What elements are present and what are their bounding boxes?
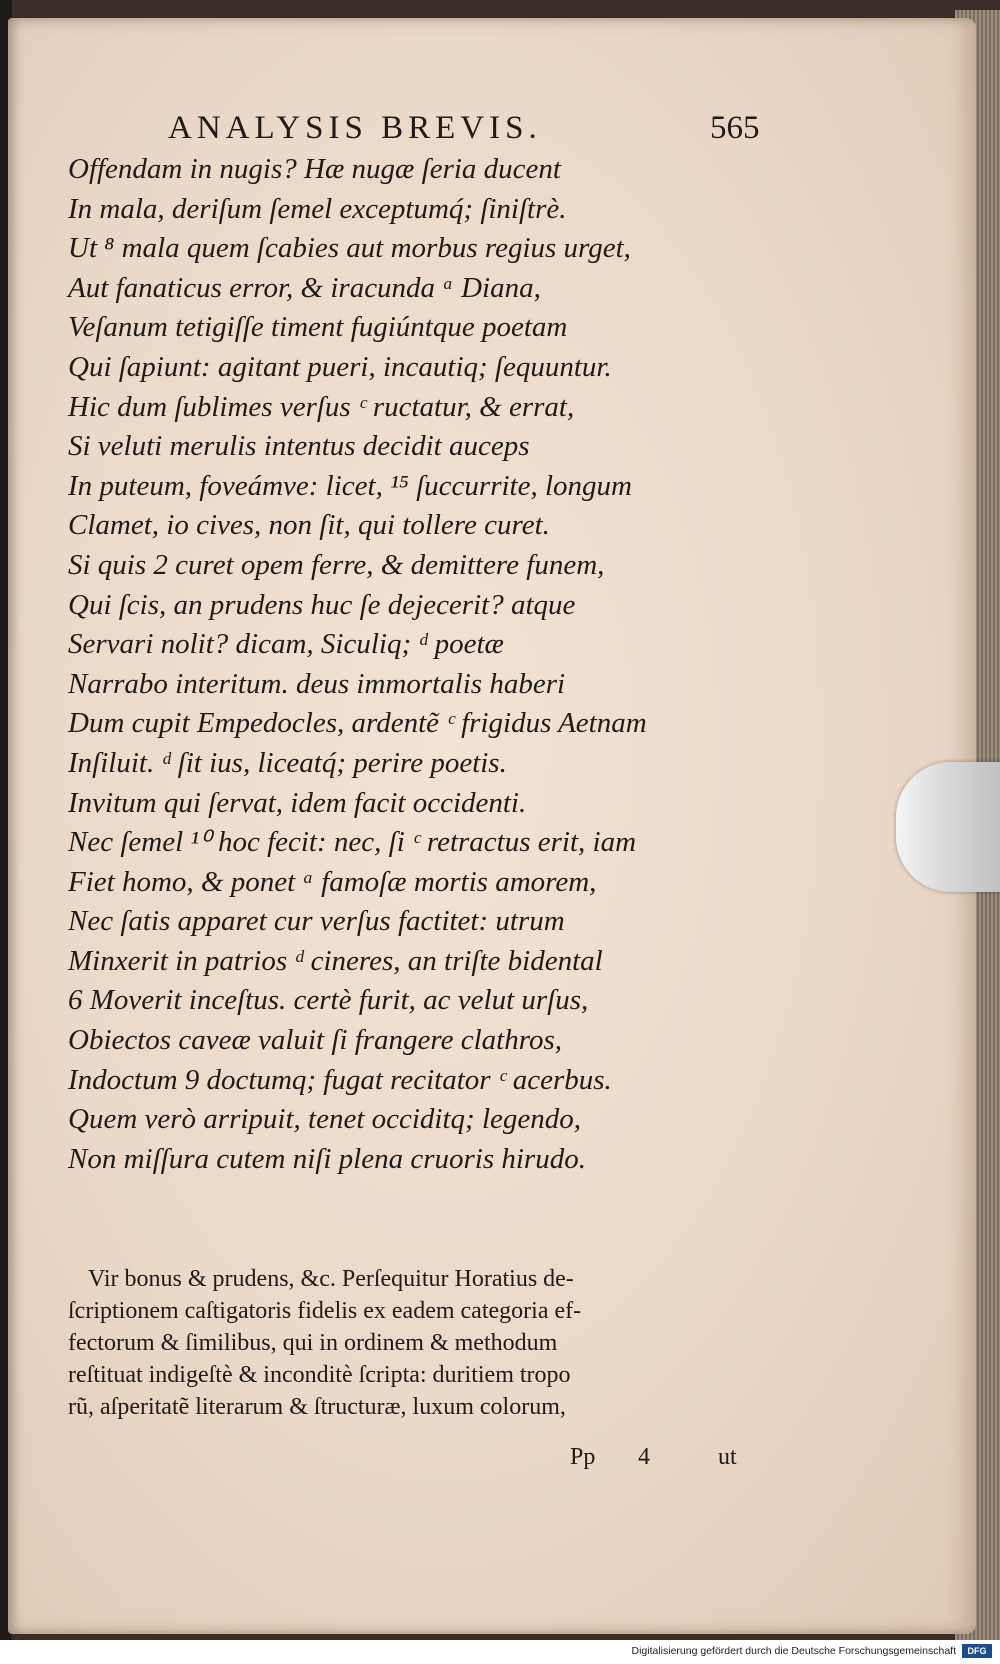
funding-credit: Digitalisierung gefördert durch die Deutsche Forschungsgemeinschaft — [631, 1645, 956, 1657]
commentary-line: reſtituat indigeſtè & inconditè ſcripta: duritiem tropo — [68, 1362, 571, 1388]
verse-line: Qui ſapiunt: agitant pueri, incautiq; ſequuntur. — [68, 350, 612, 383]
verse-line: Non miſſura cutem niſi plena cruoris hirudo. — [68, 1142, 586, 1175]
digitization-footer — [0, 1640, 1000, 1664]
verse-line: In mala, deriſum ſemel exceptumq́; ſiniſtrè. — [68, 192, 567, 225]
signature-mark: Pp — [570, 1444, 596, 1470]
verse-line: Offendam in nugis? Hæ nugæ ſeria ducent — [68, 153, 561, 185]
catchword: ut — [718, 1444, 737, 1470]
verse-line: Quem verò arripuit, tenet occiditq; legendo, — [68, 1103, 582, 1136]
commentary-line: fectorum & ſimilibus, qui in ordinem & methodum — [68, 1330, 558, 1356]
catchline — [570, 1444, 770, 1480]
commentary-line: ſcriptionem caſtigatoris fidelis ex eadem categoria ef- — [68, 1298, 582, 1324]
verse-line: Nec ſemel ¹⁰ hoc fecit: nec, ſi ᶜ retractus erit, iam — [68, 826, 637, 859]
commentary-line: rũ, aſperitatẽ literarum & ſtructuræ, luxum colorum, — [68, 1394, 566, 1420]
verse-line: 6 Moverit inceſtus. certè furit, ac velut urſus, — [68, 984, 589, 1017]
verse-line: Aut fanaticus error, & iracunda ᵃ Diana, — [68, 271, 541, 304]
verse-line: Narrabo interitum. deus immortalis haberi — [68, 667, 566, 700]
verse-line: Indoctum 9 doctumq; fugat recitator ᶜ acerbus. — [68, 1063, 612, 1096]
commentary-block — [68, 1263, 768, 1423]
verse-line: In puteum, foveámve: licet, ¹⁵ ſuccurrite, longum — [68, 469, 632, 502]
verse-line: Minxerit in patrios ᵈ cineres, an triſte bidental — [68, 944, 603, 977]
verse-line: Inſiluit. ᵈ ſit ius, liceatq́; perire poetis. — [68, 746, 507, 779]
commentary-line: Vir bonus & prudens, &c. Perſequitur Horatius de- — [88, 1266, 574, 1292]
verse-line: Qui ſcis, an prudens huc ſe dejecerit? atque — [68, 588, 576, 621]
verse-line: Nec ſatis apparet cur verſus factitet: utrum — [68, 905, 565, 938]
verse-line: Hic dum ſublimes verſus ᶜ ructatur, & errat, — [68, 390, 575, 423]
verse-line: Si veluti merulis intentus decidit auceps — [68, 430, 530, 463]
verse-line: Obiectos caveæ valuit ſi frangere clathros, — [68, 1024, 562, 1057]
verse-line: Si quis 2 curet opem ferre, & demittere funem, — [68, 548, 605, 581]
verse-line: Dum cupit Empedocles, ardentẽ ᶜ frigidus Aetnam — [68, 707, 647, 740]
verse-line: Clamet, io cives, non ſit, qui tollere curet. — [68, 509, 550, 542]
verse-line: Ut ⁸ mala quem ſcabies aut morbus regius urget, — [68, 232, 631, 265]
verse-block — [68, 150, 768, 1179]
verse-line: Servari nolit? dicam, Siculiq; ᵈ poetæ — [68, 628, 504, 661]
verse-line: Fiet homo, & ponet ᵃ famoſæ mortis amorem, — [68, 865, 597, 898]
page-number: 565 — [710, 110, 760, 146]
dfg-logo-icon: DFG — [962, 1644, 992, 1658]
verse-line: Veſanum tetigiſſe timent fugiúntque poetam — [68, 311, 568, 344]
running-head-title: ANALYSIS BREVIS. — [168, 110, 542, 146]
page-clip — [896, 762, 1000, 892]
signature-number: 4 — [638, 1444, 650, 1470]
verse-line: Invitum qui ſervat, idem facit occidenti. — [68, 786, 527, 819]
